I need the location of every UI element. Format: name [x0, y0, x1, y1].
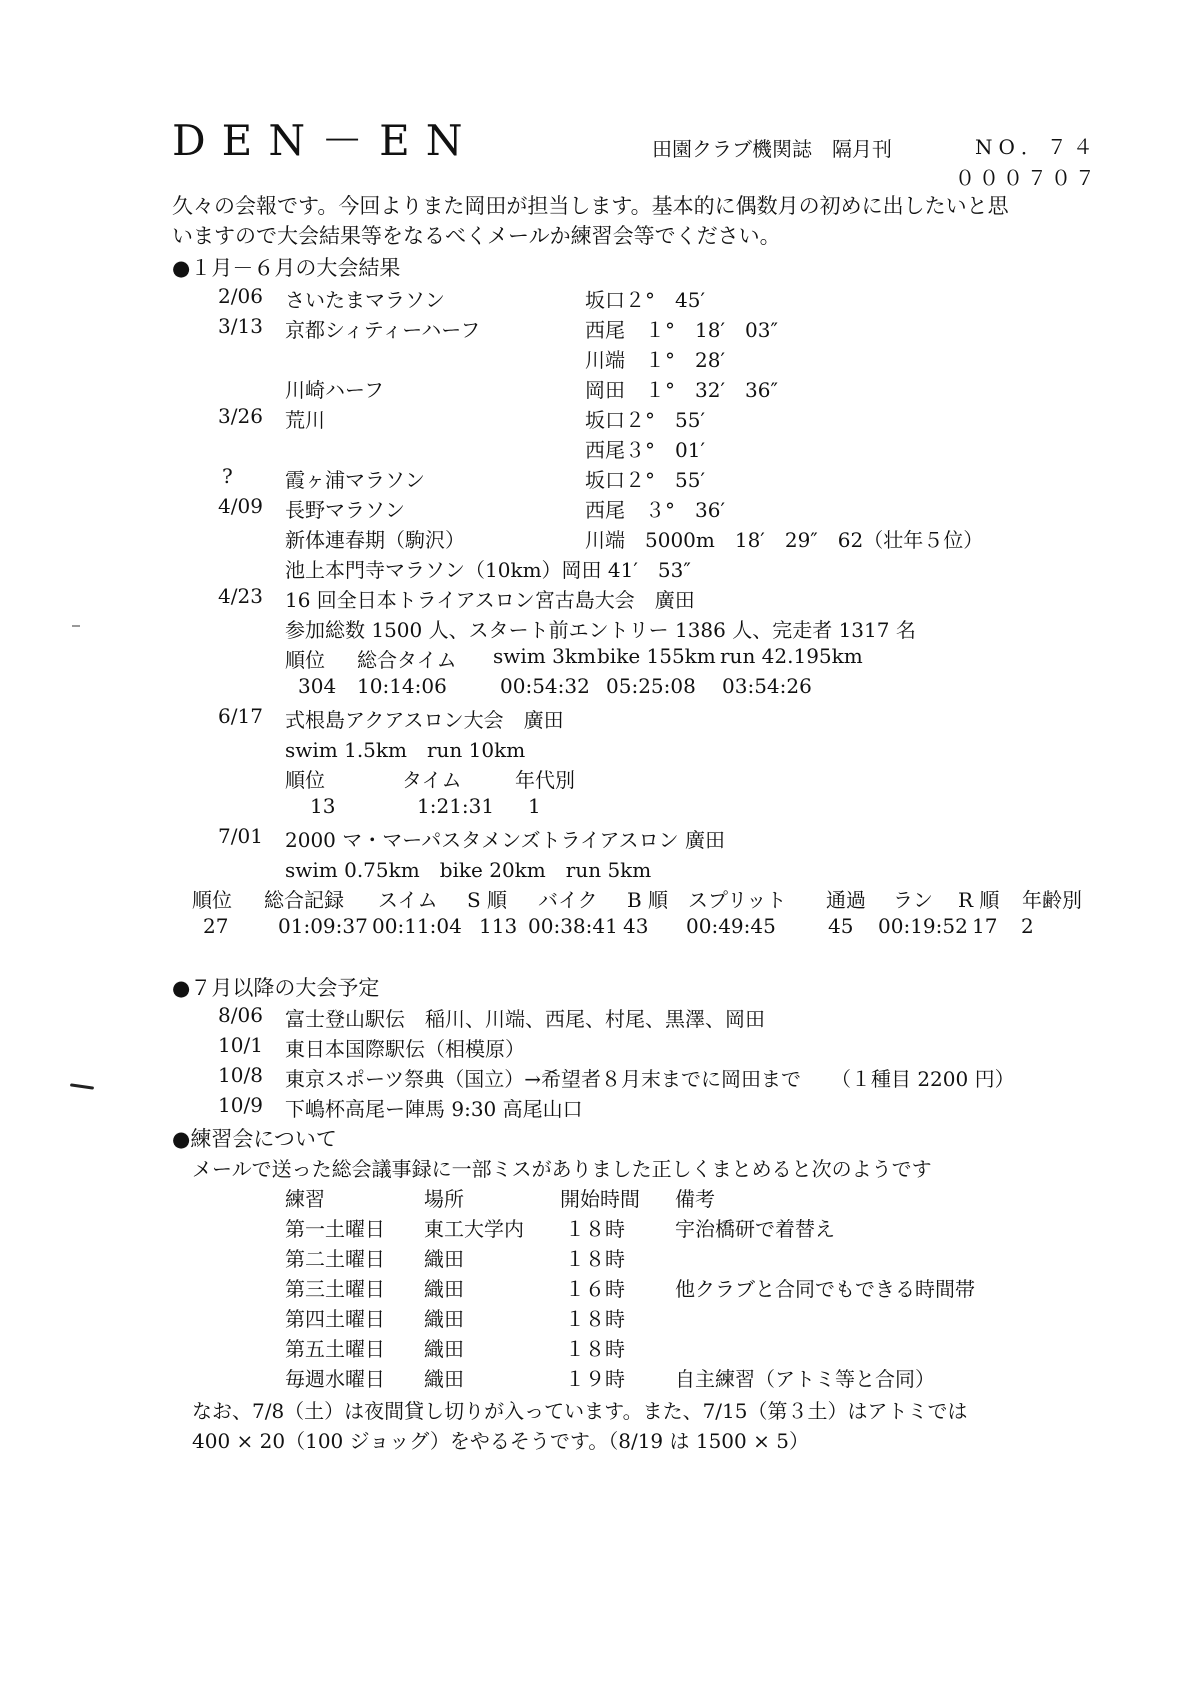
- result-event: 新体連春期（駒沢）: [285, 528, 465, 552]
- intro-line-1: 久々の会報です。今回よりまた岡田が担当します。基本的に偶数月の初めに出したいと思: [172, 194, 1009, 218]
- col-header: スイム: [378, 888, 438, 912]
- result-time: 坂口２° 55′: [585, 468, 705, 492]
- miyakojima-title: 16 回全日本トライアスロン宮古島大会 廣田: [285, 588, 695, 612]
- shikine-date: 6/17: [218, 704, 263, 728]
- results-heading: ●１月－６月の大会結果: [172, 256, 401, 280]
- col-header: 場所: [424, 1187, 464, 1211]
- result-time: 西尾 １° 18′ 03″: [585, 318, 778, 342]
- value-cell: 27: [203, 914, 229, 938]
- value-cell: 00:19:52: [878, 914, 968, 938]
- practice-remark: 他クラブと合同でもできる時間帯: [675, 1277, 975, 1301]
- result-event: 川崎ハーフ: [285, 378, 384, 402]
- col-header: 年齢別: [1022, 888, 1082, 912]
- value-cell: 00:11:04: [372, 914, 462, 938]
- practice-time: １８時: [565, 1247, 625, 1271]
- result-time: 坂口２° 45′: [585, 288, 705, 312]
- masters-distances: swim 0.75km bike 20km run 5km: [285, 858, 652, 882]
- shikine-title: 式根島アクアスロン大会 廣田: [285, 708, 564, 732]
- value-cell: 43: [623, 914, 649, 938]
- value-cell: 2: [1021, 914, 1034, 938]
- schedule-text: 下嶋杯高尾ー陣馬 9:30 高尾山口: [285, 1097, 583, 1121]
- miyakojima-date: 4/23: [218, 584, 263, 608]
- value-cell: 10:14:06: [357, 674, 447, 698]
- result-event: さいたまマラソン: [285, 288, 445, 312]
- schedule-date: 10/1: [218, 1033, 263, 1057]
- practice-day: 第四土曜日: [285, 1307, 385, 1331]
- col-header: 備考: [675, 1187, 715, 1211]
- result-event: 荒川: [285, 408, 325, 432]
- masters-date: 7/01: [218, 824, 263, 848]
- col-header: bike 155km: [597, 644, 716, 668]
- practice-day: 第二土曜日: [285, 1247, 385, 1271]
- schedule-date: 10/9: [218, 1093, 263, 1117]
- value-cell: 00:54:32: [500, 674, 590, 698]
- schedule-date: 10/8: [218, 1063, 263, 1087]
- value-cell: 113: [479, 914, 518, 938]
- practice-day: 第一土曜日: [285, 1217, 385, 1241]
- miyakojima-participants: 参加総数 1500 人、スタート前エントリー 1386 人、完走者 1317 名: [285, 618, 916, 642]
- result-event: 池上本門寺マラソン（10km）岡田 41′ 53″: [285, 558, 691, 582]
- col-header: 練習: [285, 1187, 325, 1211]
- col-header: 年代別: [515, 768, 575, 792]
- masters-title: 2000 マ・マーパスタメンズトライアスロン 廣田: [285, 828, 726, 852]
- practice-place: 織田: [424, 1367, 464, 1391]
- value-cell: 17: [972, 914, 998, 938]
- value-cell: 00:49:45: [686, 914, 776, 938]
- scan-mark: [70, 1083, 94, 1089]
- col-header: S 順: [467, 888, 508, 912]
- result-time: 川端 １° 28′: [585, 348, 725, 372]
- practice-time: １９時: [565, 1367, 625, 1391]
- value-cell: 45: [828, 914, 854, 938]
- result-date: ?: [222, 464, 233, 488]
- value-cell: 01:09:37: [278, 914, 368, 938]
- shikine-distances: swim 1.5km run 10km: [285, 738, 526, 762]
- practice-time: １８時: [565, 1337, 625, 1361]
- col-header: 総合記録: [264, 888, 344, 912]
- result-time: 川端 5000m 18′ 29″ 62（壮年５位）: [585, 528, 984, 552]
- result-date: 4/09: [218, 494, 263, 518]
- col-header: 順位: [192, 888, 232, 912]
- practice-place: 織田: [424, 1307, 464, 1331]
- practice-place: 織田: [424, 1337, 464, 1361]
- practice-note: メールで送った総会議事録に一部ミスがありました正しくまとめると次のようです: [192, 1157, 932, 1181]
- result-event: 京都シィティーハーフ: [285, 318, 481, 342]
- result-event: 長野マラソン: [285, 498, 405, 522]
- scan-mark: [72, 625, 80, 627]
- practice-place: 織田: [424, 1277, 464, 1301]
- intro-line-2: いますので大会結果等をなるべくメールか練習会等でください。: [172, 224, 781, 248]
- col-header: R 順: [958, 888, 1000, 912]
- practice-footer-2: 400 × 20（100 ジョッグ）をやるそうです。（8/19 は 1500 × 5）: [192, 1429, 809, 1453]
- col-header: ラン: [893, 888, 933, 912]
- result-time: 岡田 １° 32′ 36″: [585, 378, 778, 402]
- col-header: swim 3km: [493, 644, 596, 668]
- newsletter-subtitle: 田園クラブ機関誌 隔月刊: [652, 137, 892, 161]
- col-header: 通過: [826, 888, 866, 912]
- schedule-text: 富士登山駅伝 稲川、川端、西尾、村尾、黒澤、岡田: [285, 1007, 765, 1031]
- practice-footer-1: なお、7/8（土）は夜間貸し切りが入っています。また、7/15（第３土）はアトミでは: [192, 1399, 968, 1423]
- issue-number: NO．７４: [975, 135, 1099, 159]
- col-header: run 42.195km: [720, 644, 863, 668]
- schedule-text: 東日本国際駅伝（相模原）: [285, 1037, 525, 1061]
- result-time: 西尾 ３° 36′: [585, 498, 725, 522]
- practice-remark: 宇治橋研で着替え: [675, 1217, 835, 1241]
- value-cell: 05:25:08: [606, 674, 696, 698]
- col-header: バイク: [538, 888, 598, 912]
- value-cell: 03:54:26: [722, 674, 812, 698]
- col-header: 総合タイム: [357, 648, 457, 672]
- value-cell: 13: [310, 794, 336, 818]
- schedule-text: 東京スポーツ祭典（国立）→希望者８月末までに岡田まで （１種目 2200 円）: [285, 1067, 1015, 1091]
- schedule-heading: ●７月以降の大会予定: [172, 976, 380, 1000]
- col-header: B 順: [627, 888, 669, 912]
- result-date: 3/26: [218, 404, 263, 428]
- col-header: スプリット: [688, 888, 787, 912]
- issue-date: ０００７０７: [955, 166, 1099, 190]
- practice-heading: ●練習会について: [172, 1127, 337, 1151]
- schedule-date: 8/06: [218, 1003, 263, 1027]
- practice-day: 毎週水曜日: [285, 1367, 385, 1391]
- col-header: 開始時間: [560, 1187, 640, 1211]
- result-time: 坂口２° 55′: [585, 408, 705, 432]
- newsletter-title: DEN－EN: [172, 116, 479, 165]
- value-cell: 1: [528, 794, 541, 818]
- value-cell: 304: [298, 674, 337, 698]
- practice-time: １８時: [565, 1307, 625, 1331]
- practice-day: 第三土曜日: [285, 1277, 385, 1301]
- value-cell: 1:21:31: [417, 794, 495, 818]
- col-header: 順位: [285, 768, 325, 792]
- practice-day: 第五土曜日: [285, 1337, 385, 1361]
- result-date: 3/13: [218, 314, 263, 338]
- col-header: 順位: [285, 648, 325, 672]
- result-time: 西尾３° 01′: [585, 438, 705, 462]
- practice-time: １６時: [565, 1277, 625, 1301]
- col-header: タイム: [402, 768, 462, 792]
- result-date: 2/06: [218, 284, 263, 308]
- result-event: 霞ヶ浦マラソン: [285, 468, 425, 492]
- practice-place: 東工大学内: [424, 1217, 524, 1241]
- practice-remark: 自主練習（アトミ等と合同）: [675, 1367, 935, 1391]
- practice-place: 織田: [424, 1247, 464, 1271]
- practice-time: １８時: [565, 1217, 625, 1241]
- value-cell: 00:38:41: [528, 914, 618, 938]
